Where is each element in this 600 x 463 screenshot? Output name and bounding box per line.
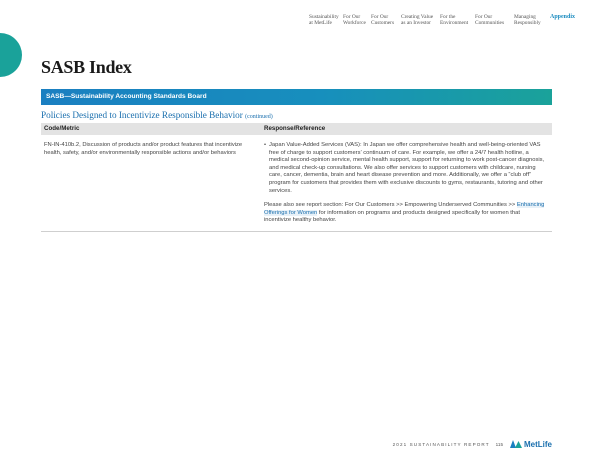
decorative-circle [0,33,22,77]
nav-investor[interactable]: Creating Value as an Investor [401,14,434,27]
header-code-metric: Code/Metric [44,125,80,132]
reference-text-before: Please also see report section: For Our Customers >> Empowering Underserved Communities >> [264,202,517,209]
continued-label: (continued) [245,114,273,120]
nav-appendix[interactable]: Appendix [550,14,576,20]
section-title [41,110,273,120]
metlife-logo [509,439,552,449]
table-row [41,135,552,232]
table-header [41,123,552,135]
page-title: SASB Index [41,57,132,77]
reference-paragraph [264,202,548,225]
page-footer [393,439,552,449]
page-number: 115 [495,441,503,447]
nav-customers[interactable]: For Our Customers [371,14,395,27]
report-name: 2021 SUSTAINABILITY REPORT [392,441,490,447]
bullet-dot-icon: • [264,142,267,148]
sasb-banner: SASB—Sustainability Accounting Standards Board [41,89,552,105]
nav-workforce[interactable]: For Our Workforce [343,14,366,27]
nav-managing[interactable]: Managing Responsibly [514,14,541,27]
nav-communities[interactable]: For Our Communities [475,14,505,27]
bullet-item [264,142,548,195]
sasb-table [41,123,552,232]
header-response-reference: Response/Reference [264,125,326,132]
bullet-text: Japan Value-Added Services (VAS): In Japan we offer comprehensive health and well-being-oriented VAS free of charge to support customers’ continuum of care. For example, we offer a 24/7 health hotline, a medical second-opinion service, mental health support, support for returning to work post-cancer diagnosis, and medical check-up consultations. We also offer services to support customers with childcare, nursing care, cancer, dementia, brain and heart disease prevention and more. Additionally, we offer a “club off” program for customers that provides them with exclusive discounts to gyms, restaurants, tutoring and other services. [269,142,545,194]
code-metric-cell: FN-IN-410b.2, Discussion of products and/or product features that incentivize health, safety, and/or environmentally responsible actions and/or behaviors [44,142,243,156]
top-navigation [309,14,580,27]
nav-sustainability[interactable]: Sustainability at MetLife [309,14,339,27]
metlife-logo-icon [509,439,523,449]
response-cell [261,142,552,225]
nav-environment[interactable]: For the Environment [440,14,469,27]
section-title-text: Policies Designed to Incentivize Responsible Behavior [41,110,243,120]
enhancing-offerings-link[interactable]: Enhancing Offerings for Women [264,202,545,216]
metlife-logo-text: MetLife [524,439,552,449]
reference-text-after: for information on programs and products designed specifically for women that incentivize healthy behavior. [264,209,520,224]
